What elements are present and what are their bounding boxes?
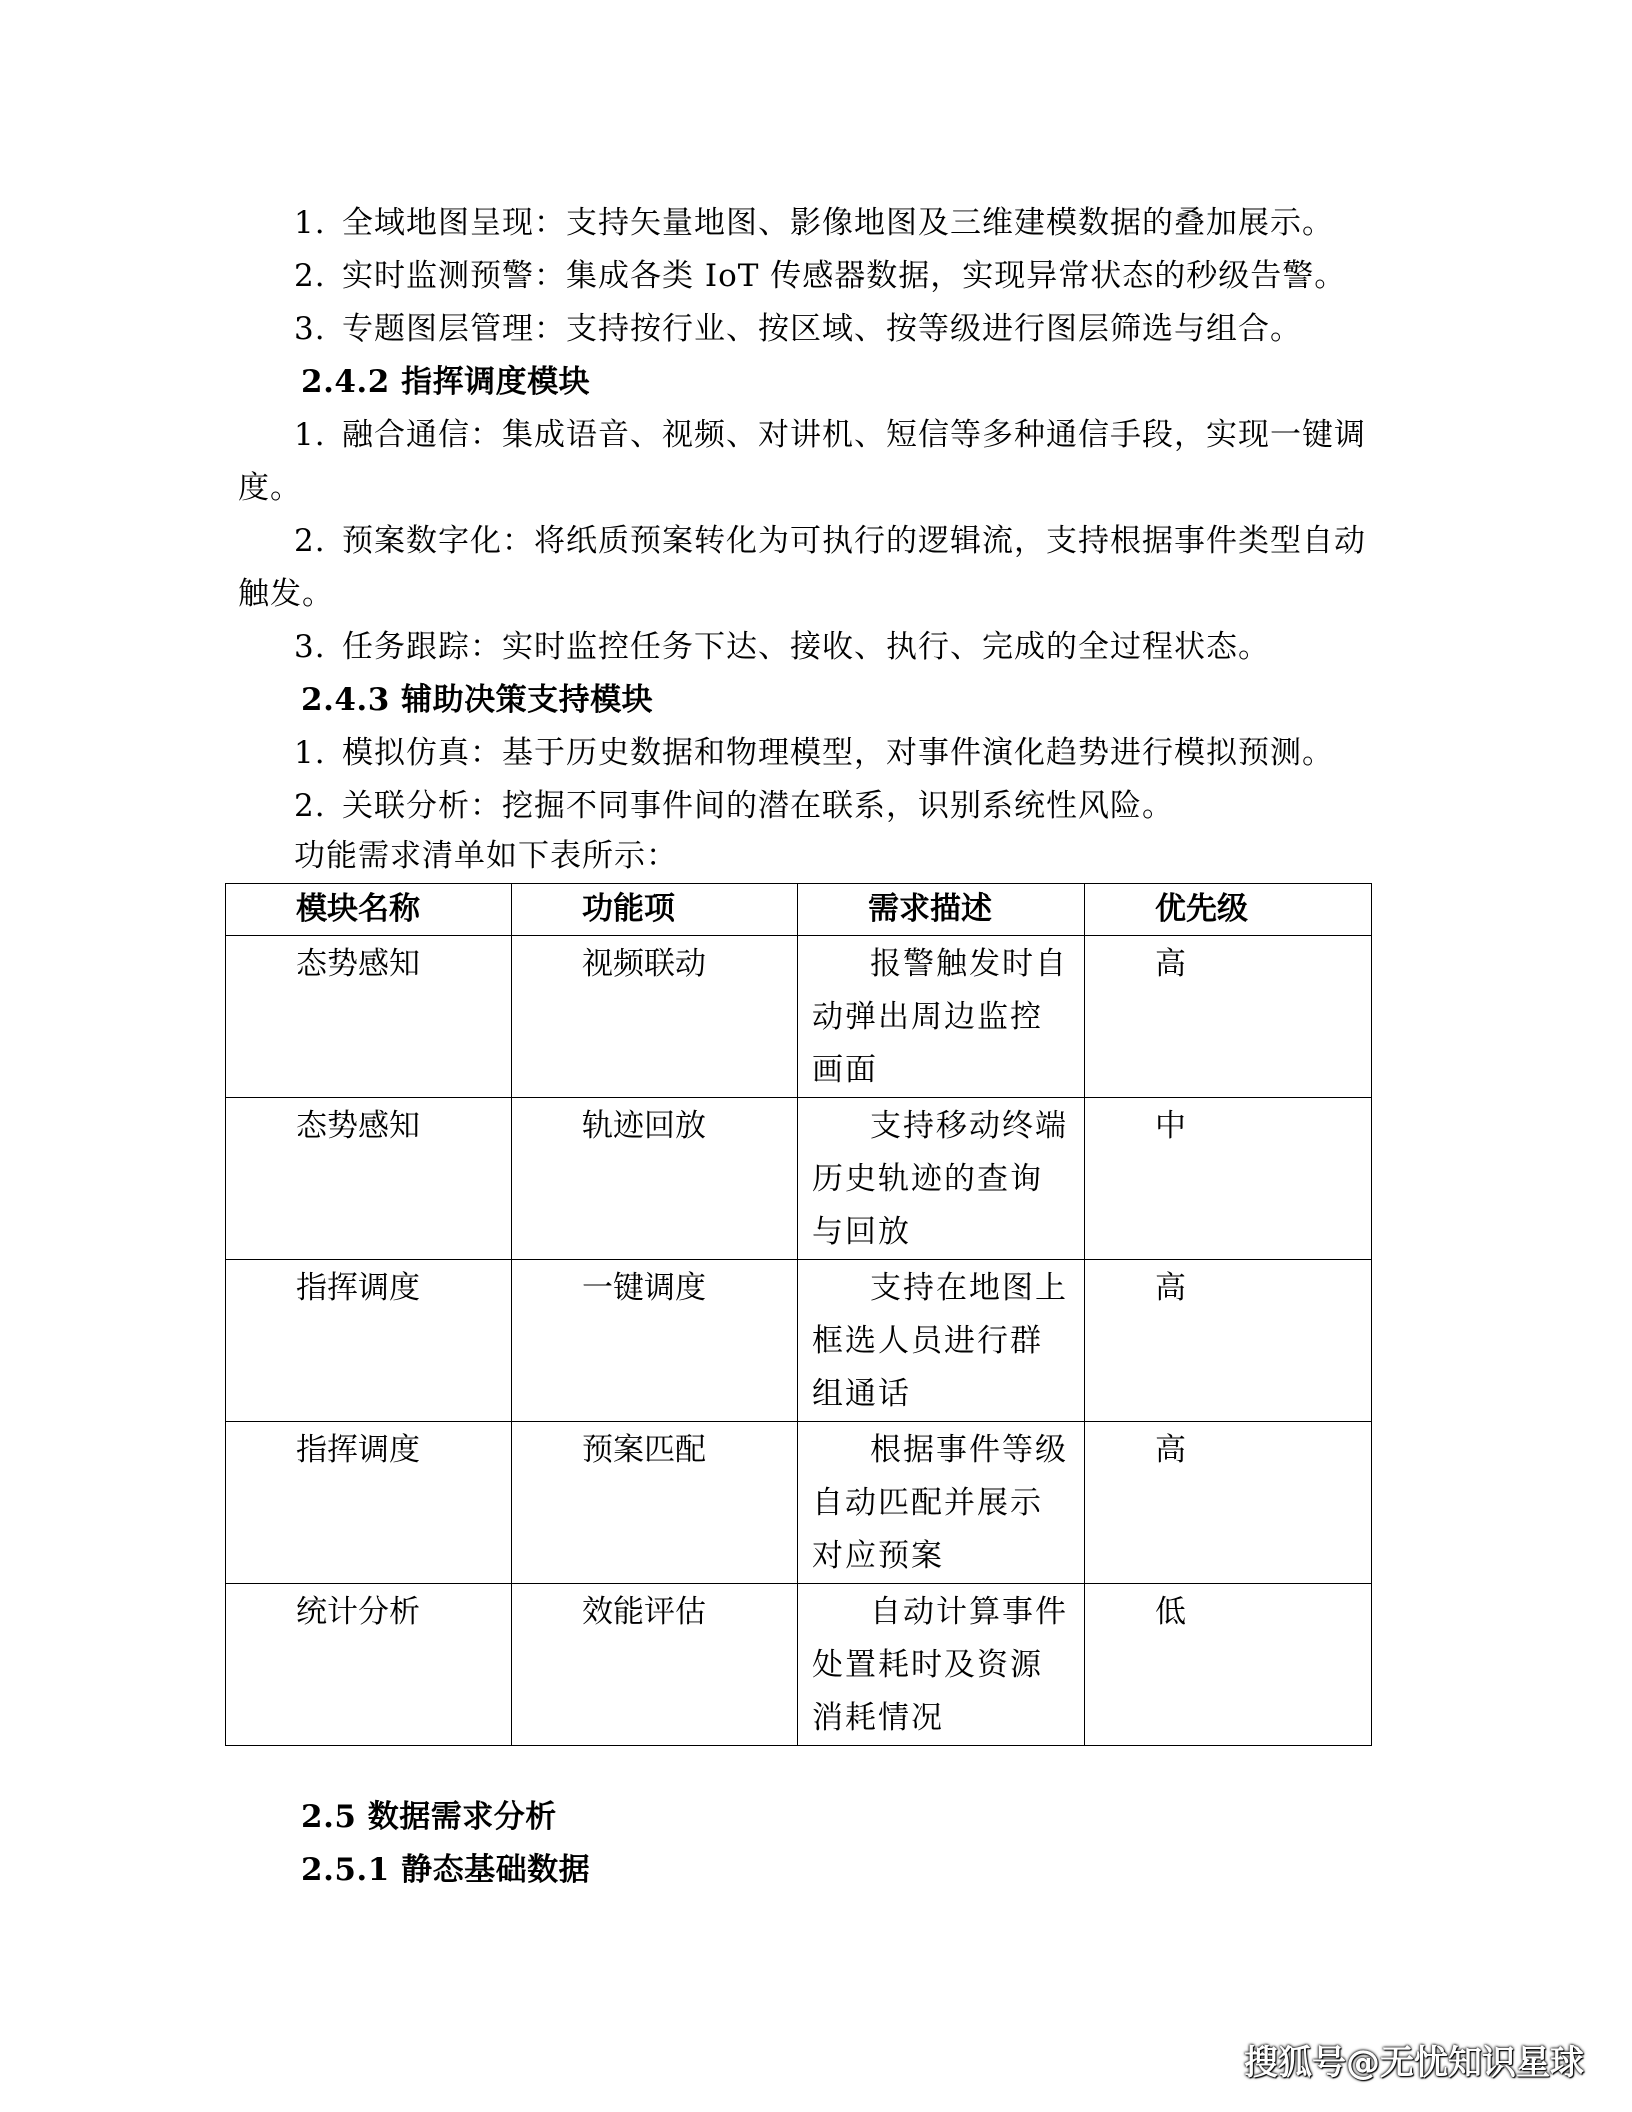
cell-priority: 低 [1085,1584,1372,1746]
table-header-row [226,884,1372,936]
description-text: 支持移动终端历史轨迹的查询与回放 [812,1108,1068,1250]
table-row [226,1584,1372,1746]
list-text-continuation: 度。 [238,470,302,506]
list-number: 1. [294,735,326,771]
list-text: 专题图层管理：支持按行业、按区域、按等级进行图层筛选与组合。 [342,311,1302,347]
list-item [294,415,1366,455]
list-number: 1. [294,417,326,453]
cell-description [798,1584,1085,1746]
section-heading: 2.4.2 指挥调度模块 [301,364,591,400]
list-text: 关联分析：挖掘不同事件间的潜在联系，识别系统性风险。 [342,788,1174,824]
cell-feature: 一键调度 [512,1260,798,1422]
description-text: 自动计算事件处置耗时及资源消耗情况 [812,1594,1068,1736]
cell-feature: 预案匹配 [512,1422,798,1584]
table-intro: 功能需求清单如下表所示： [294,838,678,874]
list-text: 预案数字化：将纸质预案转化为可执行的逻辑流，支持根据事件类型自动 [342,523,1366,559]
cell-module: 指挥调度 [226,1422,512,1584]
cell-priority: 高 [1085,936,1372,1098]
column-header: 模块名称 [226,884,512,936]
cell-description [798,936,1085,1098]
list-number: 3. [294,311,326,347]
cell-feature: 效能评估 [512,1584,798,1746]
cell-module: 指挥调度 [226,1260,512,1422]
cell-priority: 中 [1085,1098,1372,1260]
list-text-continuation: 触发。 [238,576,334,612]
cell-description [798,1098,1085,1260]
column-header: 功能项 [512,884,798,936]
table-row [226,1422,1372,1584]
cell-feature: 视频联动 [512,936,798,1098]
table-row [226,936,1372,1098]
list-item [294,733,1334,773]
cell-description [798,1260,1085,1422]
list-number: 1. [294,205,326,241]
cell-module: 统计分析 [226,1584,512,1746]
cell-description [798,1422,1085,1584]
watermark: 搜狐号@无忧知识星球 [1244,2043,1584,2083]
list-number: 3. [294,629,326,665]
section-heading: 2.5 数据需求分析 [301,1799,557,1835]
table-row [226,1098,1372,1260]
list-item [294,256,1346,296]
column-header: 优先级 [1085,884,1372,936]
list-item [294,309,1302,349]
cell-priority: 高 [1085,1422,1372,1584]
list-text: 融合通信：集成语音、视频、对讲机、短信等多种通信手段，实现一键调 [342,417,1366,453]
cell-module: 态势感知 [226,936,512,1098]
section-heading: 2.4.3 辅助决策支持模块 [301,682,654,718]
list-number: 2. [294,788,326,824]
column-header: 需求描述 [798,884,1085,936]
description-text: 支持在地图上框选人员进行群组通话 [812,1270,1068,1412]
list-item [294,786,1174,826]
table-row [226,1260,1372,1422]
section-heading: 2.5.1 静态基础数据 [301,1852,591,1888]
list-number: 2. [294,523,326,559]
list-item [294,203,1334,243]
list-item [294,627,1270,667]
list-text: 全域地图呈现：支持矢量地图、影像地图及三维建模数据的叠加展示。 [342,205,1334,241]
description-text: 报警触发时自动弹出周边监控画面 [812,946,1068,1088]
description-text: 根据事件等级自动匹配并展示对应预案 [812,1432,1068,1574]
list-text: 模拟仿真：基于历史数据和物理模型，对事件演化趋势进行模拟预测。 [342,735,1334,771]
requirements-table [225,883,1372,1746]
list-item [294,521,1366,561]
list-text: 实时监测预警：集成各类 IoT 传感器数据，实现异常状态的秒级告警。 [342,258,1347,294]
list-text: 任务跟踪：实时监控任务下达、接收、执行、完成的全过程状态。 [342,629,1270,665]
cell-feature: 轨迹回放 [512,1098,798,1260]
cell-priority: 高 [1085,1260,1372,1422]
cell-module: 态势感知 [226,1098,512,1260]
list-number: 2. [294,258,326,294]
